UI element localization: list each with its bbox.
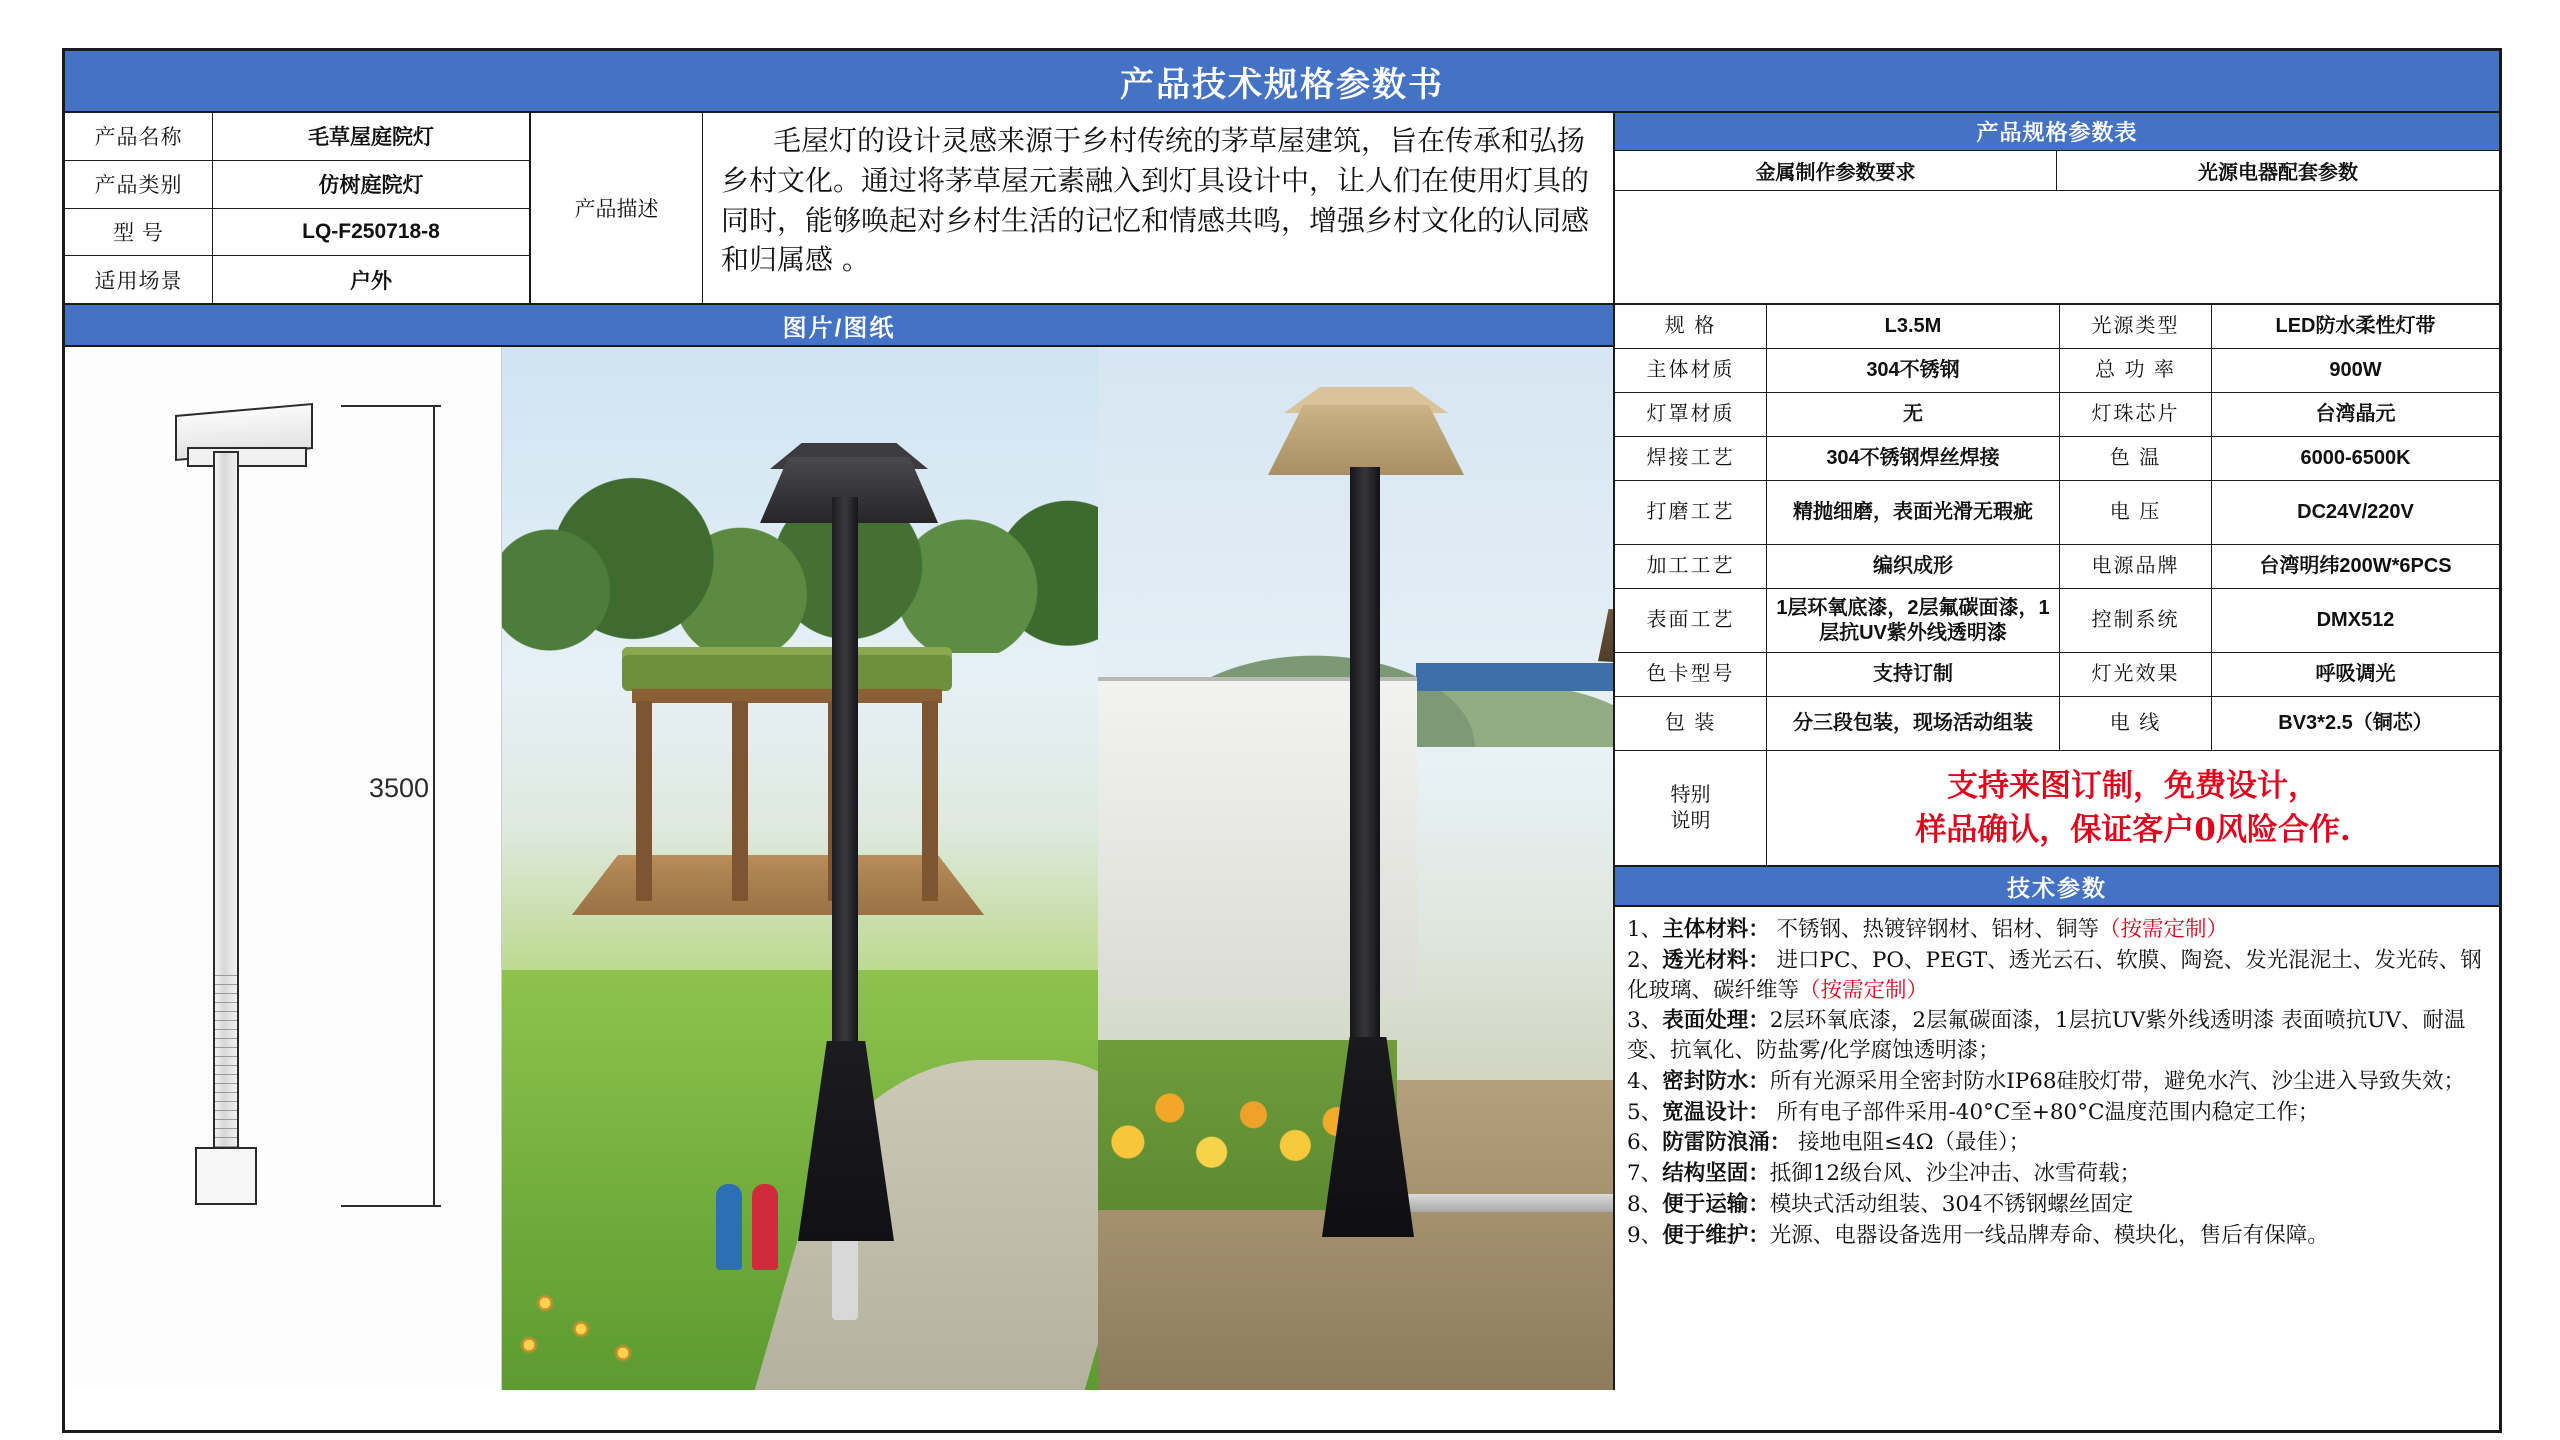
row-value: 毛草屋庭院灯 [308,126,434,150]
drawing-dimension-tick-top [341,405,441,407]
item-number: 5、 [1627,1099,1663,1125]
spec-value-light: DC24V/220V [2297,501,2414,523]
tech-params-banner: 技术参数 [1615,867,2499,907]
list-item [1627,1221,2489,1251]
special-note-line1: 支持来图订制，免费设计， [1947,767,2319,804]
item-note: （按需定制） [1799,977,1929,1003]
special-note-line2: 样品确认，保证客户0风险合作. [1915,812,2351,848]
spec-value-metal: 无 [1767,393,2060,436]
drawing-dimension-label: 3500 [365,771,433,806]
item-title: 便于运输： [1662,1191,1770,1217]
render-garden-image [502,347,1098,1390]
item-number: 7、 [1627,1161,1663,1187]
item-title: 透光材料： [1662,947,1770,973]
spec-key-light: 总 功 率 [2060,349,2212,392]
spec-key-light: 控制系统 [2060,589,2212,652]
special-note-row [1615,751,2499,867]
item-number: 6、 [1627,1130,1663,1156]
spec-key-light: 灯珠芯片 [2060,393,2212,436]
drawing-base [195,1147,257,1205]
spec-key-metal: 包 装 [1615,697,1767,750]
drawing-dimension-line [433,405,435,1205]
spec-head-metal: 金属制作参数要求 [1615,151,2057,190]
pergola [622,647,952,897]
list-item [1627,1006,2489,1066]
table-row [1615,697,2499,751]
images-banner: 图片/图纸 [65,305,1613,347]
spec-value-metal: 支持订制 [1767,653,2060,696]
spec-key-metal: 灯罩材质 [1615,393,1767,436]
item-text: 所有电子部件采用-40°C至+80°C温度范围内稳定工作； [1769,1099,2320,1125]
table-row [1615,481,2499,545]
spec-key-metal: 色卡型号 [1615,653,1767,696]
row-value: 仿树庭院灯 [318,174,424,198]
spec-value-light: 台湾明纬200W*6PCS [2259,555,2452,577]
list-item [1627,1067,2489,1097]
table-row [1615,545,2499,589]
product-info-block [65,113,1615,303]
drawing-lamp-head-lower [187,447,307,467]
item-number: 3、 [1627,1008,1663,1034]
item-title: 防雷防浪涌： [1662,1130,1792,1156]
row-label: 产品名称 [65,113,213,160]
spec-value-metal: 1层环氧底漆，2层氟碳面漆，1层抗UV紫外线透明漆 [1767,589,2060,652]
spec-key-light: 电 压 [2060,481,2212,544]
technical-drawing-image [65,347,502,1390]
special-note-text [1767,751,2499,865]
item-title: 表面处理： [1662,1008,1770,1034]
table-row [65,113,529,161]
list-item [1627,1098,2489,1128]
item-text: 光源、电器设备选用一线品牌寿命、模块化，售后有保障。 [1769,1222,2329,1248]
description-label: 产品描述 [531,113,703,303]
spec-value-light: 6000-6500K [2300,447,2411,469]
table-row [1615,653,2499,697]
item-text: 2层环氧底漆，2层氟碳面漆，1层抗UV紫外线透明漆 表面喷抗UV、耐温变、抗氧化、防盐雾/化学腐蚀透明漆； [1627,1008,2466,1064]
item-title: 主体材料： [1662,917,1770,942]
spec-key-metal: 加工工艺 [1615,545,1767,588]
images-row [65,347,1613,1390]
item-title: 宽温设计： [1662,1099,1770,1125]
spec-value-light: 台湾晶元 [2315,403,2396,425]
right-column [1615,305,2499,1390]
item-number: 2、 [1627,947,1663,973]
item-text: 进口PC、PO、PEGT、透光云石、软膜、陶瓷、发光混泥土、发光砖、钢化玻璃、碳纤维等 [1627,947,2482,1003]
spec-table-header-block [1615,113,2499,303]
item-text: 模块式活动组装、304不锈钢螺丝固定 [1769,1191,2134,1217]
item-number: 1、 [1627,917,1663,942]
list-item [1627,1190,2489,1220]
spec-table-body [1615,305,2499,751]
list-item [1627,1159,2489,1189]
item-note: （按需定制） [2099,917,2229,942]
row-value: 户外 [350,269,392,293]
table-row [65,161,529,209]
spec-value-metal: 精抛细磨，表面光滑无瑕疵 [1767,481,2060,544]
spec-key-light: 光源类型 [2060,305,2212,348]
item-text: 接地电阻≤4Ω（最佳）； [1791,1130,2031,1156]
spec-value-metal: 304不锈钢 [1767,349,2060,392]
item-text: 不锈钢、热镀锌钢材、铝材、铜等 [1769,917,2100,942]
item-text: 抵御12级台风、沙尘冲击、冰雪荷载； [1769,1161,2142,1187]
spec-head-light: 光源电器配套参数 [2198,162,2358,184]
table-row [1615,349,2499,393]
render-roadside-image [1098,347,1613,1390]
spec-value-light: 呼吸调光 [2315,663,2396,685]
basic-info-table [65,113,531,303]
spec-key-light: 电 线 [2060,697,2212,750]
row-label: 产品类别 [65,161,213,208]
drawing-hatch [215,967,237,1147]
item-number: 8、 [1627,1191,1663,1217]
row-value: LQ-F250718-8 [302,219,440,243]
upper-section [65,113,2499,305]
page-title: 产品技术规格参数书 [65,51,2499,113]
tech-params-body [1615,907,2499,1390]
spec-table-title: 产品规格参数表 [1615,113,2499,151]
table-row [1615,393,2499,437]
spec-value-light: LED防水柔性灯带 [2275,315,2436,337]
special-note-label: 特别 说明 [1615,751,1767,865]
spec-value-metal: 304不锈钢焊丝焊接 [1767,437,2060,480]
spec-key-metal: 表面工艺 [1615,589,1767,652]
spec-key-metal: 主体材质 [1615,349,1767,392]
item-title: 密封防水： [1662,1068,1770,1094]
spec-value-metal: L3.5M [1767,305,2060,348]
list-item [1627,1128,2489,1158]
description-text: 毛屋灯的设计灵感来源于乡村传统的茅草屋建筑，旨在传承和弘扬乡村文化。通过将茅草屋元素融入到灯具设计中，让人们在使用灯具的同时，能够唤起对乡村生活的记忆和情感共鸣，增强乡村文化的认同感和归属感 。 [721,124,1590,277]
table-row [65,209,529,257]
table-row [1615,589,2499,653]
table-row [1615,305,2499,349]
spec-value-metal: 编织成形 [1767,545,2060,588]
item-title: 便于维护： [1662,1222,1770,1248]
item-number: 4、 [1627,1068,1663,1094]
table-row [1615,437,2499,481]
spec-key-metal: 打磨工艺 [1615,481,1767,544]
spec-key-light: 灯光效果 [2060,653,2212,696]
spec-value-light: BV3*2.5（铜芯） [2278,712,2433,734]
spec-key-metal: 规 格 [1615,305,1767,348]
images-column [65,305,1615,1390]
spec-value-light: 900W [2329,359,2382,381]
table-row [65,256,529,303]
spec-sheet [62,48,2502,1433]
row-label: 适用场景 [65,256,213,303]
item-text: 所有光源采用全密封防水IP68硅胶灯带，避免水汽、沙尘进入导致失效； [1769,1068,2466,1094]
spec-table-head [1615,151,2499,191]
middle-section [65,305,2499,1390]
item-number: 9、 [1627,1222,1663,1248]
spec-value-metal: 分三段包装，现场活动组装 [1767,697,2060,750]
spec-key-light: 电源品牌 [2060,545,2212,588]
drawing-dimension-tick-bottom [341,1205,441,1207]
list-item [1627,915,2489,945]
row-label: 型 号 [65,209,213,256]
spec-value-light: DMX512 [2316,609,2395,631]
spec-key-metal: 焊接工艺 [1615,437,1767,480]
list-item [1627,946,2489,1006]
item-title: 结构坚固： [1662,1161,1770,1187]
spec-key-light: 色 温 [2060,437,2212,480]
